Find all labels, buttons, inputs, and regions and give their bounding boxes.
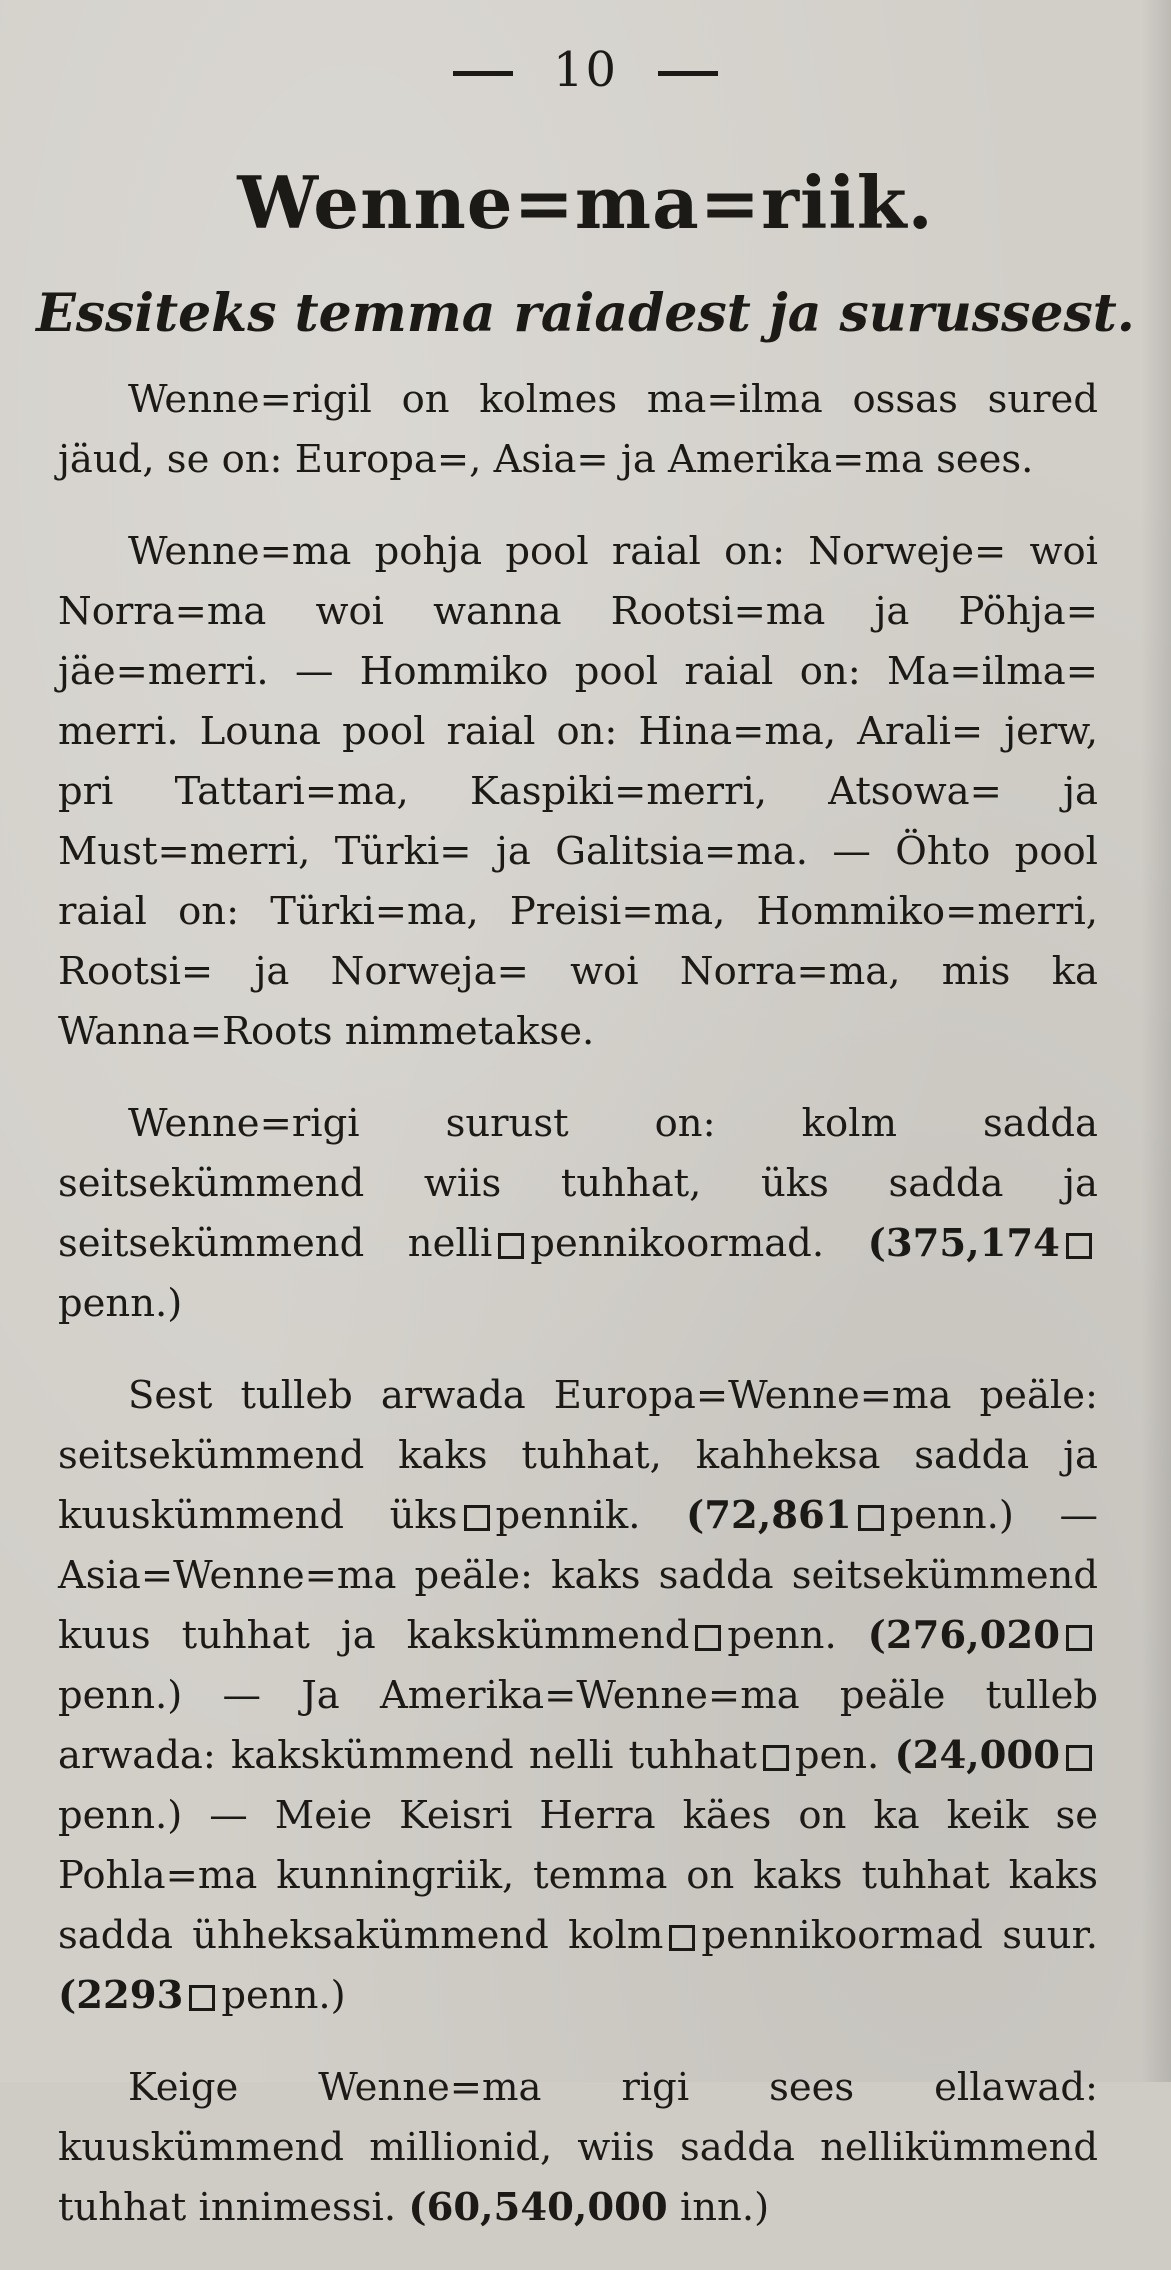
paragraph-4-text-g: penn.) — Ja Amerika=Wenne=ma peäle tulleb arwada: kakskümmend nelli tuhhat xyxy=(58,1673,1098,1778)
paragraph-4-text-j: penn.) — Meie Keisri Herra käes on ka keik se Pohla=ma kunningriik, temma on kaks tuhhat kaks sadda ühheksakümmend kolm xyxy=(58,1793,1098,1958)
body-text xyxy=(58,370,1098,2270)
paragraph-4-text-b: pennik. xyxy=(495,1493,641,1538)
paragraph-5-text-a: Keige Wenne=ma rigi sees ellawad: kuuskümmend millionid, wiis sadda nellikümmend tuhhat innimessi. xyxy=(58,2065,1098,2230)
page-number xyxy=(0,42,1171,98)
paragraph-2-text: Wenne=ma pohja pool raial on: Norweje= woi Norra=ma woi wanna Rootsi=ma ja Pöhja= jäe=merri. — Hommiko pool raial on: Ma=ilma= merri. Louna pool raial on: Hina=ma, Arali= jerw, pri Tattari=ma, Kaspiki=merri, Atsowa= ja Must=merri, Türki= ja Galitsia=ma. — Öhto pool raial on: Türki=ma, Preisi=ma, Hommiko=merri, Rootsi= ja Norweja= woi Norra=ma, mis ka Wanna=Roots nimmetakse. xyxy=(58,529,1098,1054)
paragraph-3-text-d: penn.) xyxy=(58,1281,183,1326)
dash-right xyxy=(658,71,718,76)
square-symbol-icon xyxy=(695,1625,721,1651)
paragraph-5-number: (60,540,000 xyxy=(408,2185,668,2230)
square-symbol-icon xyxy=(464,1505,490,1531)
page-number-text: 10 xyxy=(552,42,619,98)
square-symbol-icon xyxy=(1066,1745,1092,1771)
paragraph-4-number-3: (24,000 xyxy=(894,1733,1060,1778)
square-symbol-icon xyxy=(763,1745,789,1771)
paragraph-4-number-1: (72,861 xyxy=(686,1493,852,1538)
square-symbol-icon xyxy=(858,1505,884,1531)
paragraph-3 xyxy=(58,1094,1098,1334)
paragraph-5 xyxy=(58,2058,1098,2238)
paragraph-4-text-h: pen. xyxy=(794,1733,880,1778)
square-symbol-icon xyxy=(498,1233,524,1259)
square-symbol-icon xyxy=(1066,1625,1092,1651)
paragraph-1 xyxy=(58,370,1098,490)
paragraph-4-text-m: penn.) xyxy=(221,1973,346,2018)
dash-left xyxy=(453,71,513,76)
paragraph-4-text-e: penn. xyxy=(727,1613,837,1658)
paragraph-4-text-d: penn.) — Asia=Wenne=ma peäle: kaks sadda seitsekümmend kuus tuhhat ja kakskümmend xyxy=(58,1493,1098,1658)
paragraph-3-text-a: Wenne=rigi surust on: kolm sadda seitsekümmend wiis tuhhat, üks sadda ja seitsekümmend nelli xyxy=(58,1101,1098,1266)
square-symbol-icon xyxy=(189,1985,215,2011)
paragraph-4-number-4: (2293 xyxy=(58,1973,184,2018)
section-subtitle: Essiteks temma raiadest ja surussest. xyxy=(36,283,1135,344)
paragraph-2 xyxy=(58,522,1098,1062)
page-title: Wenne=ma=riik. xyxy=(237,160,934,245)
paragraph-3-text-b: pennikoormad. xyxy=(530,1221,825,1266)
paragraph-4-text-k: pennikoormad suur. xyxy=(701,1913,1098,1958)
paragraph-4-number-2: (276,020 xyxy=(867,1613,1060,1658)
paragraph-4 xyxy=(58,1366,1098,2026)
square-symbol-icon xyxy=(1066,1233,1092,1259)
paragraph-5-text-c: inn.) xyxy=(679,2185,770,2230)
square-symbol-icon xyxy=(669,1925,695,1951)
paragraph-3-number: (375,174 xyxy=(867,1221,1060,1266)
paragraph-1-text: Wenne=rigil on kolmes ma=ilma ossas sured jäud, se on: Europa=, Asia= ja Amerika=ma sees. xyxy=(58,377,1098,482)
paragraph-4-text-a: Sest tulleb arwada Europa=Wenne=ma peäle: seitsekümmend kaks tuhhat, kahheksa sadda ja kuuskümmend üks xyxy=(58,1373,1098,1538)
